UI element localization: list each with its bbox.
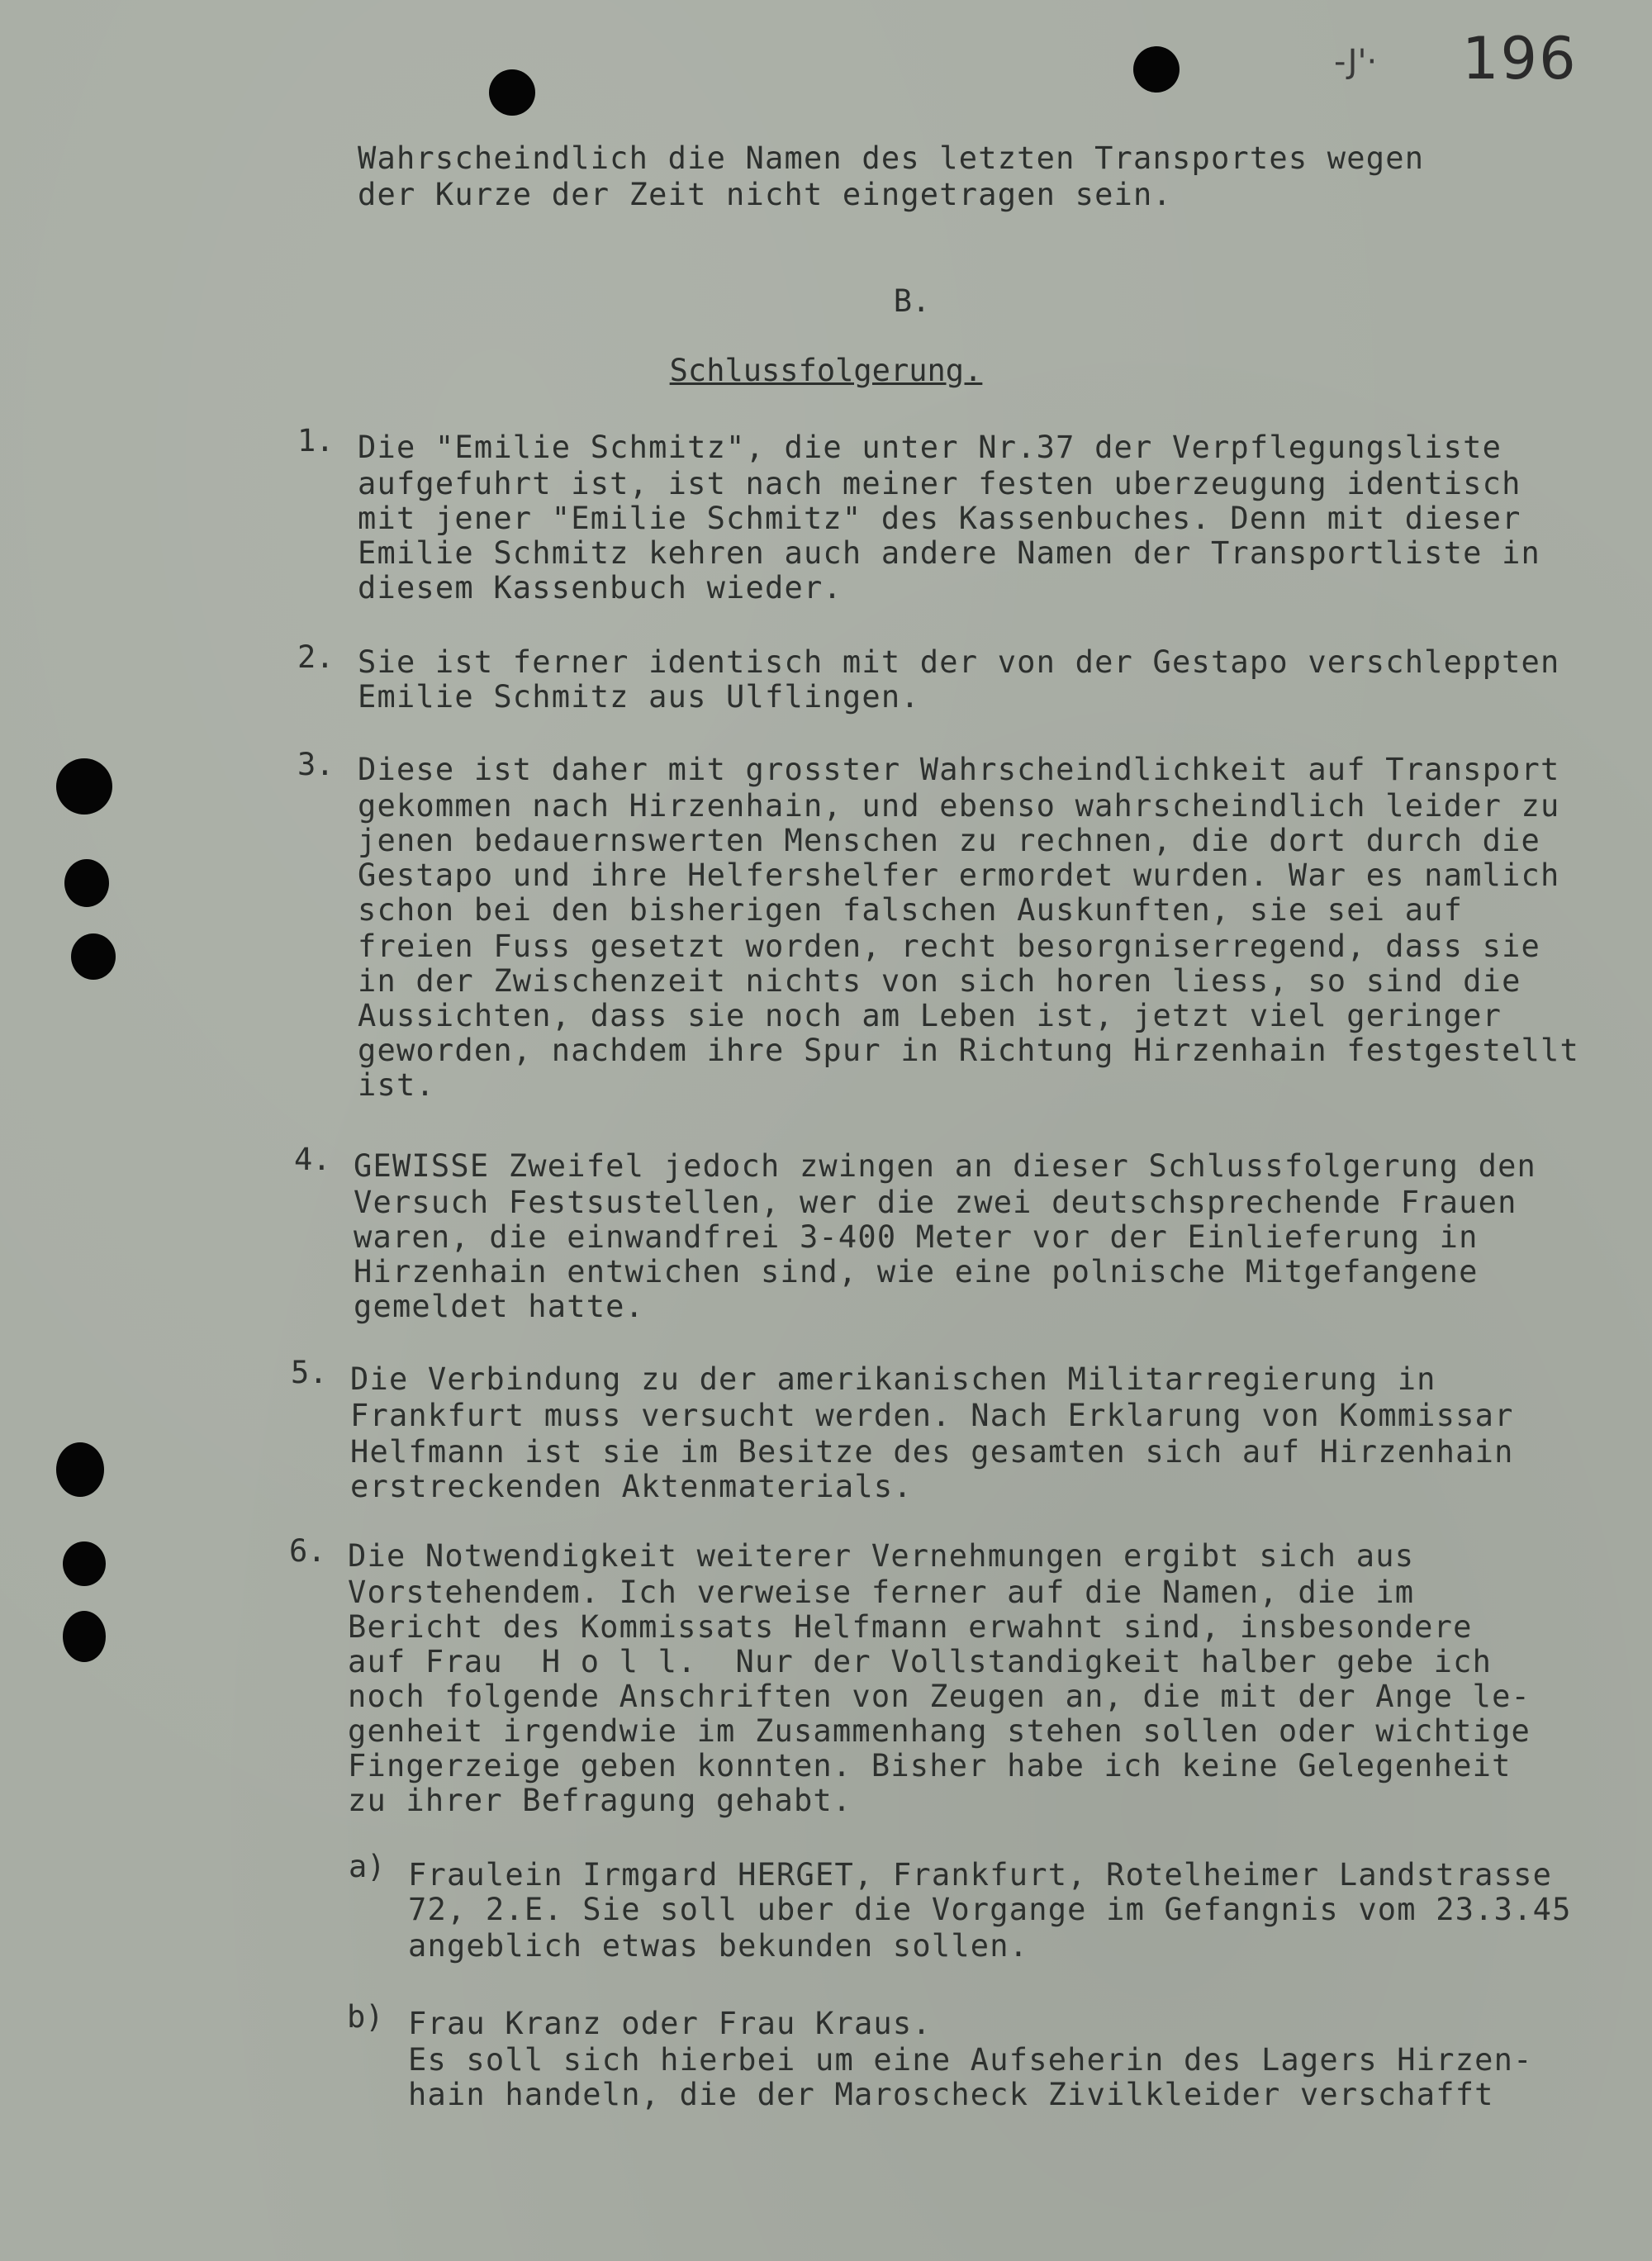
item-line: noch folgende Anschriften von Zeugen an, die mit der Ange le- xyxy=(348,1679,1531,1714)
subitem-label: b) xyxy=(347,1999,384,2035)
item-line: Die Verbindung zu der amerikanischen Militarregierung in xyxy=(350,1361,1436,1397)
item-line: gekommen nach Hirzenhain, und ebenso wahrscheindlich leider zu xyxy=(358,788,1560,824)
item-line: Hirzenhain entwichen sind, wie eine polnische Mitgefangene xyxy=(354,1254,1479,1290)
item-number: 2. xyxy=(297,639,335,675)
section-heading: Schlussfolgerung. xyxy=(669,353,983,388)
punch-hole-left-3 xyxy=(71,933,116,980)
subitem-line: angeblich etwas bekunden sollen. xyxy=(408,1928,1029,1964)
item-line: waren, die einwandfrei 3-400 Meter vor der Einlieferung in xyxy=(354,1219,1479,1255)
item-line: ist. xyxy=(358,1067,435,1103)
item-line: erstreckenden Aktenmaterials. xyxy=(350,1469,913,1504)
subitem-label: a) xyxy=(349,1849,386,1884)
punch-hole-top-left xyxy=(489,69,535,116)
subitem-line: 72, 2.E. Sie soll uber die Vorgange im Gefangnis vom 23.3.45 xyxy=(408,1892,1572,1927)
item-line: zu ihrer Befragung gehabt. xyxy=(348,1783,852,1818)
item-line: gemeldet hatte. xyxy=(354,1289,645,1324)
item-line: Frankfurt muss versucht werden. Nach Erklarung von Kommissar xyxy=(350,1398,1514,1433)
item-line: Die Notwendigkeit weiterer Vernehmungen ergibt sich aus xyxy=(348,1538,1415,1574)
item-line: aufgefuhrt ist, ist nach meiner festen uberzeugung identisch xyxy=(358,466,1521,501)
page-mark: -J'· xyxy=(1334,43,1378,81)
item-number: 4. xyxy=(294,1142,331,1177)
item-line: freien Fuss gesetzt worden, recht besorgniserregend, dass sie xyxy=(358,929,1541,964)
section-label: B. xyxy=(893,283,931,319)
item-line: Diese ist daher mit grosster Wahrscheindlichkeit auf Transport xyxy=(358,752,1560,787)
intro-line: der Kurze der Zeit nicht eingetragen sein. xyxy=(358,177,1172,212)
item-number: 5. xyxy=(291,1355,328,1390)
item-line: Die "Emilie Schmitz", die unter Nr.37 der Verpflegungsliste xyxy=(358,430,1502,465)
item-line: Vorstehendem. Ich verweise ferner auf die Namen, die im xyxy=(348,1575,1415,1610)
subitem-line: Es soll sich hierbei um eine Aufseherin des Lagers Hirzen- xyxy=(408,2042,1533,2078)
item-line: mit jener "Emilie Schmitz" des Kassenbuches. Denn mit dieser xyxy=(358,501,1521,536)
item-line: Emilie Schmitz aus Ulflingen. xyxy=(358,679,920,715)
punch-hole-left-5 xyxy=(63,1541,106,1586)
item-line: jenen bedauernswerten Menschen zu rechnen, die dort durch die xyxy=(358,823,1541,858)
item-line: Sie ist ferner identisch mit der von der Gestapo verschleppten xyxy=(358,644,1560,680)
item-line: Bericht des Kommissats Helfmann erwahnt sind, insbesondere xyxy=(348,1609,1473,1645)
item-line: Gestapo und ihre Helfershelfer ermordet wurden. War es namlich xyxy=(358,857,1560,893)
intro-line: Wahrscheindlich die Namen des letzten Transportes wegen xyxy=(358,140,1425,176)
item-line: Helfmann ist sie im Besitze des gesamten sich auf Hirzenhain xyxy=(350,1434,1514,1470)
item-line: auf Frau H o l l. Nur der Vollstandigkeit halber gebe ich xyxy=(348,1644,1493,1679)
item-number: 6. xyxy=(289,1533,326,1569)
item-line: diesem Kassenbuch wieder. xyxy=(358,570,843,606)
page-number: 196 xyxy=(1462,25,1578,93)
subitem-line: hain handeln, die der Maroscheck Zivilkleider verschafft xyxy=(408,2077,1494,2112)
punch-hole-top-right xyxy=(1133,46,1180,93)
item-line: genheit irgendwie im Zusammenhang stehen sollen oder wichtige xyxy=(348,1713,1531,1749)
item-line: geworden, nachdem ihre Spur in Richtung Hirzenhain festgestellt xyxy=(358,1033,1579,1068)
punch-hole-left-1 xyxy=(56,758,112,815)
subitem-line: Fraulein Irmgard HERGET, Frankfurt, Rotelheimer Landstrasse xyxy=(408,1857,1553,1893)
item-number: 1. xyxy=(297,423,335,458)
item-line: Fingerzeige geben konnten. Bisher habe ich keine Gelegenheit xyxy=(348,1748,1512,1784)
item-number: 3. xyxy=(297,747,335,782)
punch-hole-left-2 xyxy=(64,859,109,907)
item-line: Emilie Schmitz kehren auch andere Namen der Transportliste in xyxy=(358,535,1541,571)
punch-hole-left-4 xyxy=(56,1442,104,1497)
item-line: Versuch Festsustellen, wer die zwei deutschsprechende Frauen xyxy=(354,1185,1517,1220)
item-line: GEWISSE Zweifel jedoch zwingen an dieser Schlussfolgerung den xyxy=(354,1148,1537,1184)
subitem-line: Frau Kranz oder Frau Kraus. xyxy=(408,2006,932,2041)
item-line: schon bei den bisherigen falschen Auskunften, sie sei auf xyxy=(358,892,1464,928)
punch-hole-left-6 xyxy=(63,1611,106,1662)
item-line: Aussichten, dass sie noch am Leben ist, jetzt viel geringer xyxy=(358,998,1502,1033)
item-line: in der Zwischenzeit nichts von sich horen liess, so sind die xyxy=(358,963,1521,999)
